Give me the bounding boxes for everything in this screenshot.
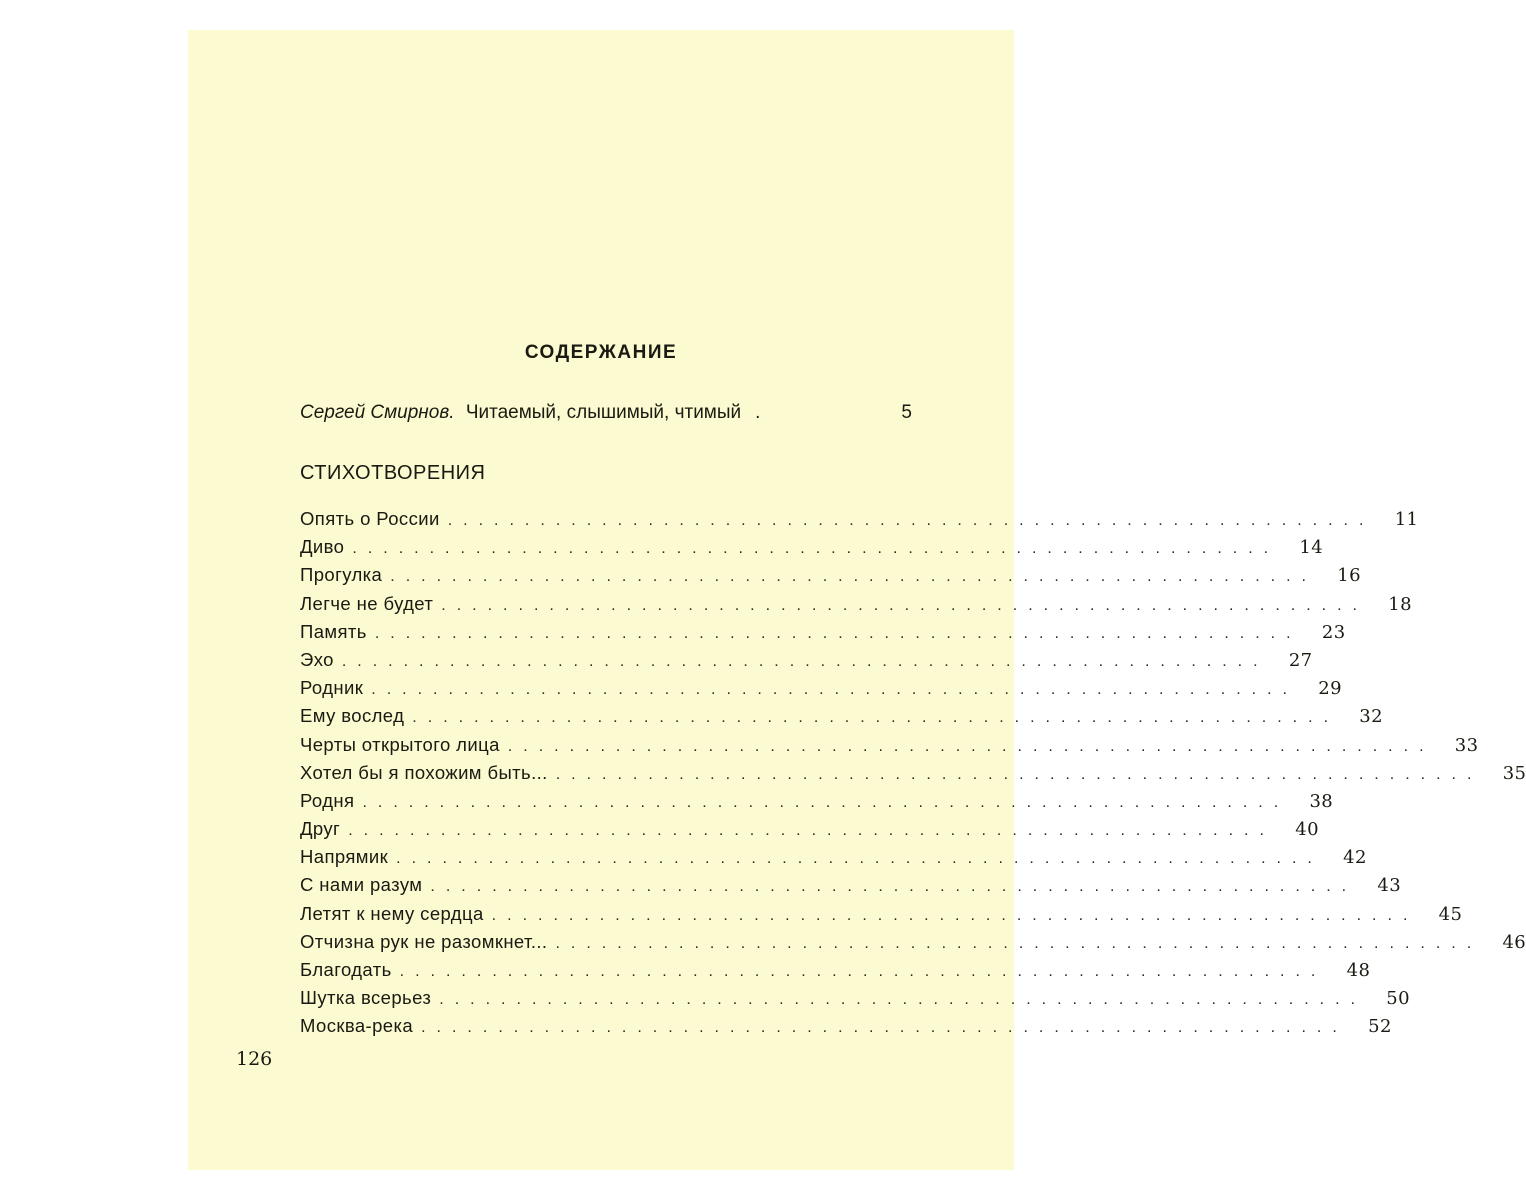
toc-entry-title: Легче не будет <box>300 592 434 614</box>
toc-entry-page: 46 <box>1502 931 1526 953</box>
toc-entry-page: 16 <box>1337 565 1361 587</box>
intro-author: Сергей Смирнов. <box>300 402 455 423</box>
toc-entry-leader: ............................................................ <box>362 793 1290 811</box>
toc-entry-leader: ............................................................ <box>447 512 1375 529</box>
toc-entry-page: 29 <box>1318 678 1342 700</box>
toc-entry-title: С нами разум <box>300 874 423 896</box>
toc-entry <box>300 592 1412 621</box>
toc-entry-title: Родник <box>300 677 364 699</box>
toc-entry <box>300 789 1334 818</box>
toc-entry-title: Диво <box>300 536 345 558</box>
toc-entry-leader: ............................................................ <box>399 963 1327 980</box>
toc-entry-page: 52 <box>1368 1016 1392 1038</box>
toc-entry <box>300 508 1419 536</box>
toc-entry-leader: ............................................................ <box>430 878 1358 896</box>
toc-entry <box>300 818 1319 846</box>
toc-entry <box>300 1015 1392 1043</box>
toc-entry <box>300 874 1402 902</box>
toc-entry-page: 48 <box>1346 960 1371 981</box>
toc-entry <box>300 648 1313 677</box>
toc-entry <box>300 733 1479 762</box>
toc-entry-title: Москва-река <box>300 1015 414 1037</box>
toc-entry-leader: ............................................................ <box>390 568 1317 586</box>
toc-entry <box>300 987 1410 1015</box>
book-page <box>188 30 1526 1170</box>
toc-entry-leader: ............................................................ <box>439 991 1366 1009</box>
toc-entry <box>300 930 1526 959</box>
toc-entry-title: Прогулка <box>300 564 383 586</box>
toc-entry-page: 38 <box>1309 790 1334 812</box>
toc-entry-leader: ............................................................ <box>352 540 1280 558</box>
page-number: 126 <box>236 1048 273 1070</box>
toc-entry-leader: ............................................................ <box>412 709 1340 727</box>
toc-entry-leader: ............................................................ <box>507 737 1435 755</box>
toc-entry <box>300 902 1463 931</box>
toc-entry <box>300 761 1526 790</box>
page-title: СОДЕРЖАНИЕ <box>524 342 678 363</box>
toc-entry-page: 23 <box>1321 621 1346 643</box>
toc-entry-leader: ............................................................ <box>374 624 1302 642</box>
toc-entry-page: 18 <box>1388 593 1412 615</box>
toc-entry-leader: ............................................................ <box>341 652 1269 670</box>
intro-entry <box>300 402 912 424</box>
toc-entry-page: 43 <box>1377 875 1402 897</box>
toc-entry-leader: ............................................................ <box>555 765 1483 783</box>
toc-entry-title: Опять о России <box>300 508 440 529</box>
toc-entry-title: Шутка всерьез <box>300 987 432 1009</box>
toc-entry <box>300 536 1324 564</box>
toc-entry-leader: ............................................................ <box>421 1019 1348 1037</box>
toc-entry-page: 11 <box>1394 509 1419 530</box>
toc-entry-title: Друг <box>300 818 341 840</box>
toc-entry <box>300 620 1346 649</box>
toc-entry <box>300 564 1361 592</box>
intro-leader: . <box>755 402 761 423</box>
toc-entry-title: Ему вослед <box>300 705 405 727</box>
toc-entry-title: Память <box>300 620 367 642</box>
toc-entry-title: Эхо <box>300 648 334 670</box>
toc-entry-page: 42 <box>1343 847 1367 869</box>
toc-entry-title: Напрямик <box>300 846 389 868</box>
toc-entry <box>300 846 1367 874</box>
toc-list <box>300 508 1526 1044</box>
toc-entry-page: 14 <box>1299 537 1324 559</box>
toc-entry-leader: ............................................................ <box>555 934 1483 952</box>
toc-entry-page: 45 <box>1438 903 1463 925</box>
toc-entry <box>300 959 1371 987</box>
toc-entry-title: Хотел бы я похожим быть... <box>300 761 548 783</box>
toc-entry-title: Летят к нему сердца <box>300 902 484 924</box>
toc-entry-page: 40 <box>1295 819 1319 841</box>
toc-entry-page: 50 <box>1386 988 1410 1010</box>
toc-entry-title: Отчизна рук не разомкнет... <box>300 930 548 952</box>
intro-separator <box>455 402 460 424</box>
toc-entry-page: 35 <box>1502 762 1526 784</box>
toc-entry-leader: ............................................................ <box>371 681 1298 699</box>
toc-entry-page: 32 <box>1359 706 1384 728</box>
toc-entry <box>300 705 1384 733</box>
toc-entry-title: Черты открытого лица <box>300 733 500 755</box>
section-heading: СТИХОТВОРЕНИЯ <box>300 462 486 484</box>
toc-entry-page: 27 <box>1288 649 1313 671</box>
intro-title: Читаемый, слышимый, чтимый <box>465 402 742 423</box>
toc-entry-leader: ............................................................ <box>396 850 1323 868</box>
toc-entry-title: Благодать <box>300 959 392 980</box>
toc-entry-leader: ............................................................ <box>441 596 1368 614</box>
toc-entry-page: 33 <box>1454 734 1479 756</box>
toc-entry-leader: ............................................................ <box>348 822 1275 840</box>
toc-entry-title: Родня <box>300 789 355 811</box>
intro-page: 5 <box>901 402 912 423</box>
toc-entry-leader: ............................................................ <box>491 906 1419 924</box>
toc-entry <box>300 677 1342 705</box>
